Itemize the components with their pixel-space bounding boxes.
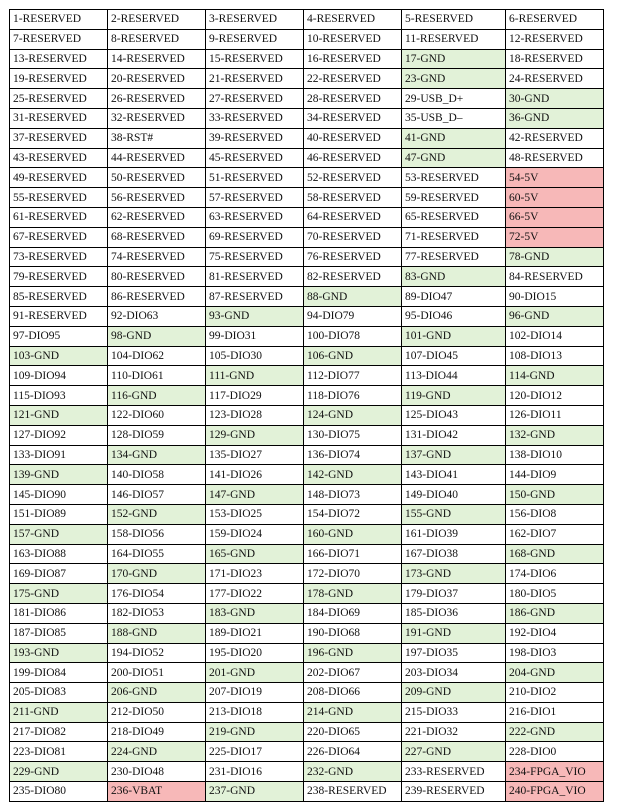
table-row <box>10 386 604 406</box>
table-row <box>10 445 604 465</box>
pin-cell: 87-RESERVED <box>206 287 304 307</box>
pin-cell: 193-GND <box>10 643 108 663</box>
pin-cell: 144-DIO9 <box>506 465 604 485</box>
pin-cell: 82-RESERVED <box>304 267 402 287</box>
pin-cell: 179-DIO37 <box>402 584 506 604</box>
pin-cell: 178-GND <box>304 584 402 604</box>
pin-cell: 51-RESERVED <box>206 168 304 188</box>
table-row <box>10 188 604 208</box>
table-row <box>10 405 604 425</box>
table-row <box>10 782 604 802</box>
pin-cell: 177-DIO22 <box>206 584 304 604</box>
pin-cell: 36-GND <box>506 108 604 128</box>
table-row <box>10 544 604 564</box>
pin-cell: 229-GND <box>10 762 108 782</box>
pin-cell: 221-DIO32 <box>402 722 506 742</box>
pin-cell: 38-RST# <box>108 128 206 148</box>
pin-cell: 33-RESERVED <box>206 108 304 128</box>
table-row <box>10 524 604 544</box>
pin-cell: 175-GND <box>10 584 108 604</box>
pin-cell: 7-RESERVED <box>10 29 108 49</box>
pin-cell: 201-GND <box>206 663 304 683</box>
table-row <box>10 287 604 307</box>
pin-cell: 65-RESERVED <box>402 207 506 227</box>
pin-cell: 32-RESERVED <box>108 108 206 128</box>
pin-cell: 202-DIO67 <box>304 663 402 683</box>
pin-cell: 213-DIO18 <box>206 702 304 722</box>
pin-cell: 34-RESERVED <box>304 108 402 128</box>
pin-cell: 10-RESERVED <box>304 29 402 49</box>
pin-cell: 68-RESERVED <box>108 227 206 247</box>
pin-cell: 188-GND <box>108 623 206 643</box>
pin-cell: 104-DIO62 <box>108 346 206 366</box>
pin-cell: 118-DIO76 <box>304 386 402 406</box>
pin-cell: 99-DIO31 <box>206 326 304 346</box>
pin-cell: 235-DIO80 <box>10 782 108 802</box>
pin-cell: 92-DIO63 <box>108 306 206 326</box>
pin-cell: 20-RESERVED <box>108 69 206 89</box>
table-row <box>10 148 604 168</box>
pin-cell: 176-DIO54 <box>108 584 206 604</box>
pin-cell: 203-DIO34 <box>402 663 506 683</box>
pin-cell: 12-RESERVED <box>506 29 604 49</box>
pin-cell: 62-RESERVED <box>108 207 206 227</box>
pin-cell: 219-GND <box>206 722 304 742</box>
pin-cell: 120-DIO12 <box>506 386 604 406</box>
table-row <box>10 108 604 128</box>
pin-cell: 89-DIO47 <box>402 287 506 307</box>
pin-cell: 26-RESERVED <box>108 89 206 109</box>
pin-cell: 95-DIO46 <box>402 306 506 326</box>
pin-cell: 196-GND <box>304 643 402 663</box>
table-row <box>10 504 604 524</box>
pin-cell: 108-DIO13 <box>506 346 604 366</box>
pin-cell: 157-GND <box>10 524 108 544</box>
pin-cell: 78-GND <box>506 247 604 267</box>
pin-cell: 115-DIO93 <box>10 386 108 406</box>
pin-cell: 145-DIO90 <box>10 485 108 505</box>
pin-cell: 111-GND <box>206 366 304 386</box>
pin-cell: 232-GND <box>304 762 402 782</box>
pin-cell: 22-RESERVED <box>304 69 402 89</box>
pin-cell: 28-RESERVED <box>304 89 402 109</box>
pin-cell: 117-DIO29 <box>206 386 304 406</box>
table-row <box>10 49 604 69</box>
pinout-table <box>9 9 604 802</box>
table-row <box>10 425 604 445</box>
pin-cell: 110-DIO61 <box>108 366 206 386</box>
pin-cell: 199-DIO84 <box>10 663 108 683</box>
pin-cell: 98-GND <box>108 326 206 346</box>
pin-cell: 31-RESERVED <box>10 108 108 128</box>
pin-cell: 195-DIO20 <box>206 643 304 663</box>
pin-cell: 25-RESERVED <box>10 89 108 109</box>
pin-cell: 114-GND <box>506 366 604 386</box>
pin-cell: 6-RESERVED <box>506 10 604 30</box>
pin-cell: 208-DIO66 <box>304 683 402 703</box>
pin-cell: 69-RESERVED <box>206 227 304 247</box>
pin-cell: 128-DIO59 <box>108 425 206 445</box>
pin-cell: 159-DIO24 <box>206 524 304 544</box>
pin-cell: 13-RESERVED <box>10 49 108 69</box>
pin-cell: 113-DIO44 <box>402 366 506 386</box>
pin-cell: 73-RESERVED <box>10 247 108 267</box>
pin-cell: 91-RESERVED <box>10 306 108 326</box>
pin-cell: 44-RESERVED <box>108 148 206 168</box>
table-row <box>10 623 604 643</box>
pin-cell: 103-GND <box>10 346 108 366</box>
pin-cell: 132-GND <box>506 425 604 445</box>
pin-cell: 74-RESERVED <box>108 247 206 267</box>
pin-cell: 180-DIO5 <box>506 584 604 604</box>
pin-cell: 85-RESERVED <box>10 287 108 307</box>
pin-cell: 141-DIO26 <box>206 465 304 485</box>
pin-cell: 206-GND <box>108 683 206 703</box>
pin-cell: 170-GND <box>108 564 206 584</box>
pin-cell: 149-DIO40 <box>402 485 506 505</box>
pin-cell: 66-5V <box>506 207 604 227</box>
pin-cell: 135-DIO27 <box>206 445 304 465</box>
pin-cell: 209-GND <box>402 683 506 703</box>
pin-cell: 182-DIO53 <box>108 603 206 623</box>
table-row <box>10 702 604 722</box>
pin-cell: 189-DIO21 <box>206 623 304 643</box>
table-row <box>10 465 604 485</box>
pin-cell: 174-DIO6 <box>506 564 604 584</box>
pin-cell: 214-GND <box>304 702 402 722</box>
pin-cell: 63-RESERVED <box>206 207 304 227</box>
pin-cell: 39-RESERVED <box>206 128 304 148</box>
pin-cell: 153-DIO25 <box>206 504 304 524</box>
table-row <box>10 643 604 663</box>
table-row <box>10 485 604 505</box>
pin-cell: 212-DIO50 <box>108 702 206 722</box>
pin-cell: 140-DIO58 <box>108 465 206 485</box>
pin-cell: 220-DIO65 <box>304 722 402 742</box>
pin-cell: 94-DIO79 <box>304 306 402 326</box>
pin-cell: 15-RESERVED <box>206 49 304 69</box>
pin-cell: 106-GND <box>304 346 402 366</box>
pin-cell: 168-GND <box>506 544 604 564</box>
pin-cell: 43-RESERVED <box>10 148 108 168</box>
table-row <box>10 267 604 287</box>
pin-cell: 218-DIO49 <box>108 722 206 742</box>
table-row <box>10 683 604 703</box>
pin-cell: 136-DIO74 <box>304 445 402 465</box>
pin-cell: 112-DIO77 <box>304 366 402 386</box>
pin-cell: 3-RESERVED <box>206 10 304 30</box>
pin-cell: 155-GND <box>402 504 506 524</box>
pin-cell: 127-DIO92 <box>10 425 108 445</box>
pin-cell: 185-DIO36 <box>402 603 506 623</box>
pin-cell: 88-GND <box>304 287 402 307</box>
pin-cell: 151-DIO89 <box>10 504 108 524</box>
pin-cell: 23-GND <box>402 69 506 89</box>
pin-cell: 83-GND <box>402 267 506 287</box>
pin-cell: 107-DIO45 <box>402 346 506 366</box>
pin-cell: 211-GND <box>10 702 108 722</box>
pin-cell: 207-DIO19 <box>206 683 304 703</box>
table-row <box>10 10 604 30</box>
pin-cell: 16-RESERVED <box>304 49 402 69</box>
pin-cell: 231-DIO16 <box>206 762 304 782</box>
pin-cell: 76-RESERVED <box>304 247 402 267</box>
pin-cell: 239-RESERVED <box>402 782 506 802</box>
pin-cell: 109-DIO94 <box>10 366 108 386</box>
pin-cell: 45-RESERVED <box>206 148 304 168</box>
pin-cell: 1-RESERVED <box>10 10 108 30</box>
pin-cell: 134-GND <box>108 445 206 465</box>
pin-cell: 90-DIO15 <box>506 287 604 307</box>
pin-cell: 148-DIO73 <box>304 485 402 505</box>
pin-cell: 142-GND <box>304 465 402 485</box>
pin-cell: 35-USB_D– <box>402 108 506 128</box>
pin-cell: 8-RESERVED <box>108 29 206 49</box>
table-row <box>10 564 604 584</box>
pin-cell: 116-GND <box>108 386 206 406</box>
pin-cell: 139-GND <box>10 465 108 485</box>
table-row <box>10 663 604 683</box>
table-row <box>10 69 604 89</box>
pin-cell: 152-GND <box>108 504 206 524</box>
pin-cell: 46-RESERVED <box>304 148 402 168</box>
pin-cell: 198-DIO3 <box>506 643 604 663</box>
table-row <box>10 603 604 623</box>
pin-cell: 126-DIO11 <box>506 405 604 425</box>
table-row <box>10 128 604 148</box>
pin-cell: 84-RESERVED <box>506 267 604 287</box>
pin-cell: 77-RESERVED <box>402 247 506 267</box>
pin-cell: 53-RESERVED <box>402 168 506 188</box>
pin-cell: 190-DIO68 <box>304 623 402 643</box>
pin-cell: 67-RESERVED <box>10 227 108 247</box>
pin-cell: 125-DIO43 <box>402 405 506 425</box>
pin-cell: 101-GND <box>402 326 506 346</box>
pin-cell: 60-5V <box>506 188 604 208</box>
table-row <box>10 168 604 188</box>
pin-cell: 147-GND <box>206 485 304 505</box>
pin-cell: 226-DIO64 <box>304 742 402 762</box>
pin-cell: 4-RESERVED <box>304 10 402 30</box>
pin-cell: 222-GND <box>506 722 604 742</box>
pin-cell: 191-GND <box>402 623 506 643</box>
pin-cell: 163-DIO88 <box>10 544 108 564</box>
table-row <box>10 346 604 366</box>
pin-cell: 160-GND <box>304 524 402 544</box>
pin-cell: 56-RESERVED <box>108 188 206 208</box>
pin-cell: 58-RESERVED <box>304 188 402 208</box>
pin-cell: 238-RESERVED <box>304 782 402 802</box>
pin-cell: 192-DIO4 <box>506 623 604 643</box>
pin-cell: 224-GND <box>108 742 206 762</box>
pin-cell: 216-DIO1 <box>506 702 604 722</box>
pin-cell: 146-DIO57 <box>108 485 206 505</box>
table-row <box>10 207 604 227</box>
pin-cell: 2-RESERVED <box>108 10 206 30</box>
table-row <box>10 247 604 267</box>
pin-cell: 86-RESERVED <box>108 287 206 307</box>
pin-cell: 210-DIO2 <box>506 683 604 703</box>
pin-cell: 171-DIO23 <box>206 564 304 584</box>
table-row <box>10 89 604 109</box>
pin-cell: 55-RESERVED <box>10 188 108 208</box>
pin-cell: 72-5V <box>506 227 604 247</box>
table-row <box>10 584 604 604</box>
pin-cell: 40-RESERVED <box>304 128 402 148</box>
pin-cell: 143-DIO41 <box>402 465 506 485</box>
pin-cell: 217-DIO82 <box>10 722 108 742</box>
pin-cell: 186-GND <box>506 603 604 623</box>
pin-cell: 233-RESERVED <box>402 762 506 782</box>
pin-cell: 154-DIO72 <box>304 504 402 524</box>
pin-cell: 129-GND <box>206 425 304 445</box>
pin-cell: 24-RESERVED <box>506 69 604 89</box>
pin-cell: 181-DIO86 <box>10 603 108 623</box>
table-row <box>10 366 604 386</box>
pin-cell: 21-RESERVED <box>206 69 304 89</box>
pin-cell: 130-DIO75 <box>304 425 402 445</box>
pin-cell: 50-RESERVED <box>108 168 206 188</box>
pin-cell: 236-VBAT <box>108 782 206 802</box>
pin-cell: 97-DIO95 <box>10 326 108 346</box>
pin-cell: 41-GND <box>402 128 506 148</box>
pin-cell: 123-DIO28 <box>206 405 304 425</box>
pin-cell: 96-GND <box>506 306 604 326</box>
pin-cell: 48-RESERVED <box>506 148 604 168</box>
pin-cell: 75-RESERVED <box>206 247 304 267</box>
pin-cell: 158-DIO56 <box>108 524 206 544</box>
pin-cell: 183-GND <box>206 603 304 623</box>
pin-cell: 225-DIO17 <box>206 742 304 762</box>
table-row <box>10 742 604 762</box>
pin-cell: 5-RESERVED <box>402 10 506 30</box>
pin-cell: 131-DIO42 <box>402 425 506 445</box>
pin-cell: 19-RESERVED <box>10 69 108 89</box>
pin-cell: 57-RESERVED <box>206 188 304 208</box>
pin-cell: 71-RESERVED <box>402 227 506 247</box>
pin-cell: 124-GND <box>304 405 402 425</box>
pin-cell: 164-DIO55 <box>108 544 206 564</box>
pin-cell: 18-RESERVED <box>506 49 604 69</box>
pin-cell: 161-DIO39 <box>402 524 506 544</box>
pin-cell: 9-RESERVED <box>206 29 304 49</box>
pin-cell: 122-DIO60 <box>108 405 206 425</box>
pin-cell: 138-DIO10 <box>506 445 604 465</box>
pin-cell: 167-DIO38 <box>402 544 506 564</box>
pin-cell: 194-DIO52 <box>108 643 206 663</box>
pin-cell: 169-DIO87 <box>10 564 108 584</box>
table-row <box>10 227 604 247</box>
pin-cell: 228-DIO0 <box>506 742 604 762</box>
pin-cell: 184-DIO69 <box>304 603 402 623</box>
pin-cell: 47-GND <box>402 148 506 168</box>
pin-cell: 100-DIO78 <box>304 326 402 346</box>
pin-cell: 64-RESERVED <box>304 207 402 227</box>
pin-cell: 54-5V <box>506 168 604 188</box>
pin-cell: 42-RESERVED <box>506 128 604 148</box>
pin-cell: 29-USB_D+ <box>402 89 506 109</box>
pin-cell: 166-DIO71 <box>304 544 402 564</box>
pin-cell: 37-RESERVED <box>10 128 108 148</box>
pin-cell: 187-DIO85 <box>10 623 108 643</box>
pin-cell: 17-GND <box>402 49 506 69</box>
pin-cell: 137-GND <box>402 445 506 465</box>
pin-cell: 81-RESERVED <box>206 267 304 287</box>
pinout-table-body <box>10 10 604 802</box>
pin-cell: 215-DIO33 <box>402 702 506 722</box>
pin-cell: 61-RESERVED <box>10 207 108 227</box>
pin-cell: 162-DIO7 <box>506 524 604 544</box>
pin-cell: 49-RESERVED <box>10 168 108 188</box>
pin-cell: 79-RESERVED <box>10 267 108 287</box>
pin-cell: 204-GND <box>506 663 604 683</box>
pin-cell: 52-RESERVED <box>304 168 402 188</box>
table-row <box>10 29 604 49</box>
pin-cell: 59-RESERVED <box>402 188 506 208</box>
pin-cell: 102-DIO14 <box>506 326 604 346</box>
pin-cell: 11-RESERVED <box>402 29 506 49</box>
pin-cell: 121-GND <box>10 405 108 425</box>
pin-cell: 27-RESERVED <box>206 89 304 109</box>
pin-cell: 227-GND <box>402 742 506 762</box>
pin-cell: 197-DIO35 <box>402 643 506 663</box>
table-row <box>10 326 604 346</box>
pin-cell: 173-GND <box>402 564 506 584</box>
pin-cell: 234-FPGA_VIO <box>506 762 604 782</box>
pin-cell: 119-GND <box>402 386 506 406</box>
pin-cell: 80-RESERVED <box>108 267 206 287</box>
pin-cell: 205-DIO83 <box>10 683 108 703</box>
pin-cell: 30-GND <box>506 89 604 109</box>
pin-cell: 165-GND <box>206 544 304 564</box>
pin-cell: 70-RESERVED <box>304 227 402 247</box>
pin-cell: 150-GND <box>506 485 604 505</box>
pin-cell: 133-DIO91 <box>10 445 108 465</box>
pin-cell: 223-DIO81 <box>10 742 108 762</box>
pin-cell: 156-DIO8 <box>506 504 604 524</box>
pin-cell: 105-DIO30 <box>206 346 304 366</box>
pin-cell: 172-DIO70 <box>304 564 402 584</box>
pin-cell: 14-RESERVED <box>108 49 206 69</box>
pin-cell: 200-DIO51 <box>108 663 206 683</box>
pin-cell: 230-DIO48 <box>108 762 206 782</box>
pin-cell: 93-GND <box>206 306 304 326</box>
pin-cell: 237-GND <box>206 782 304 802</box>
table-row <box>10 762 604 782</box>
pin-cell: 240-FPGA_VIO <box>506 782 604 802</box>
table-row <box>10 722 604 742</box>
table-row <box>10 306 604 326</box>
